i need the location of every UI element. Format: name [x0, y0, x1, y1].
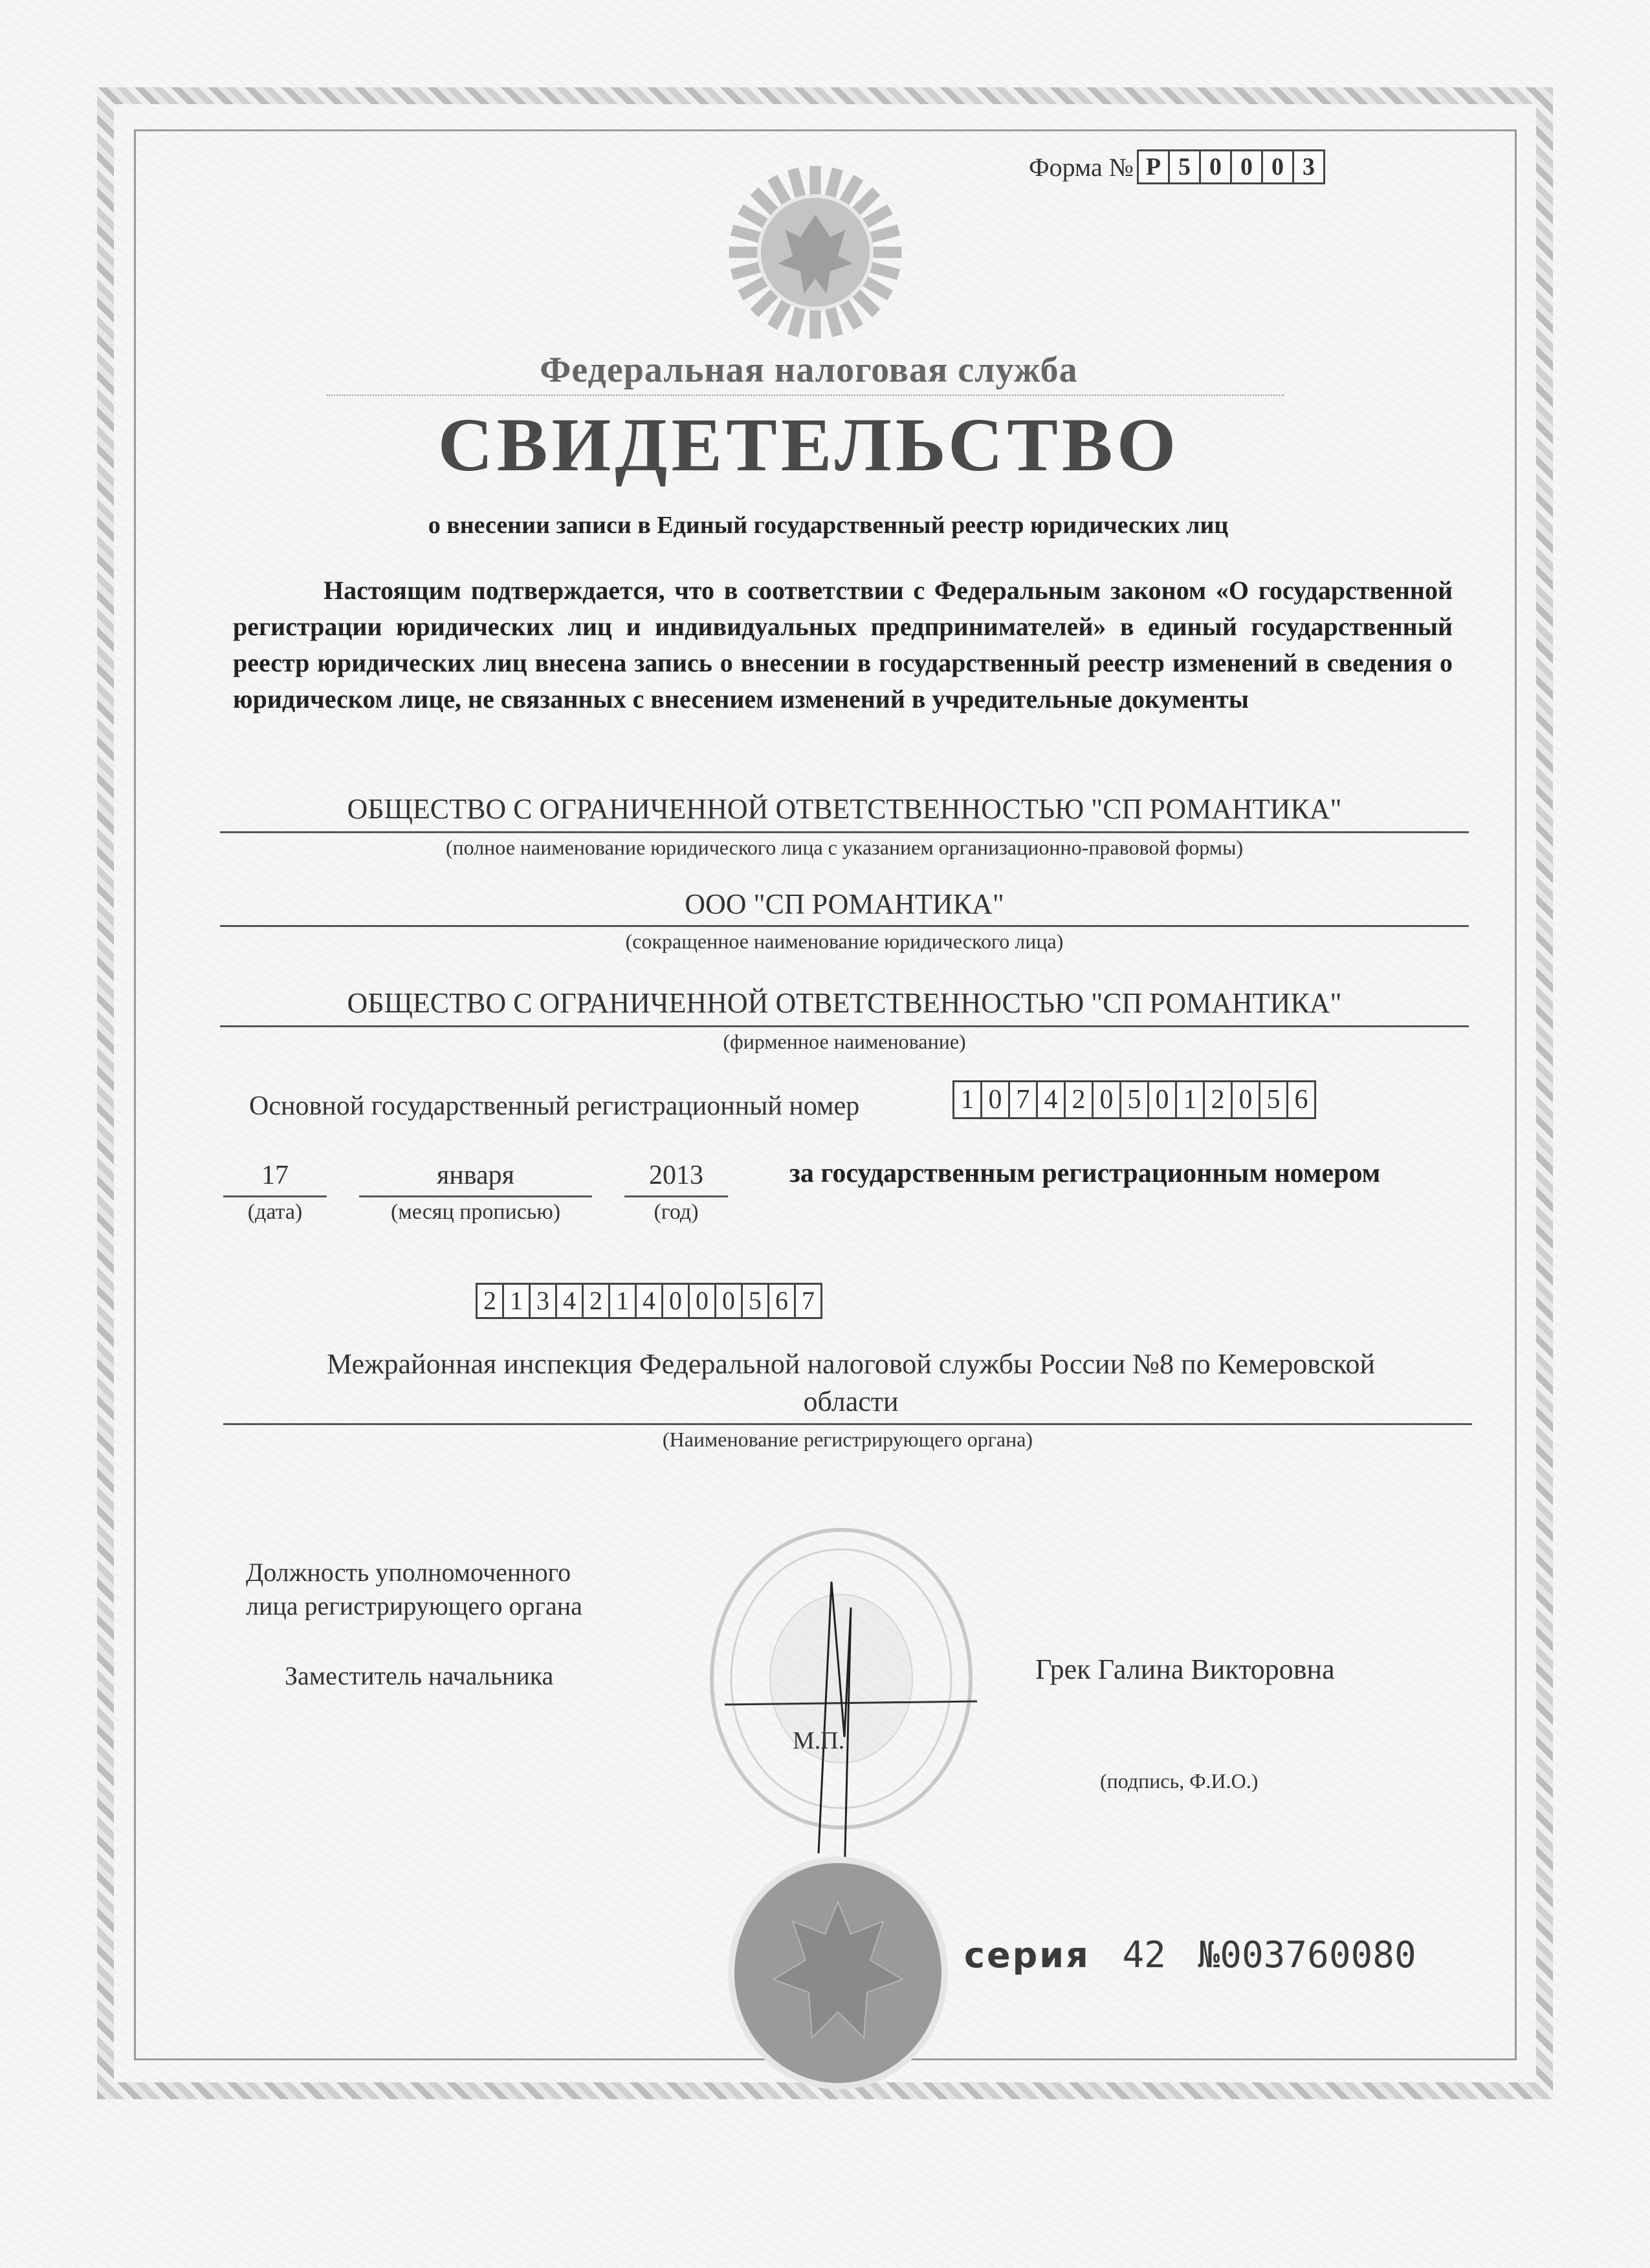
- ogrn-digit-cell: 2: [1203, 1080, 1233, 1119]
- grn-digit-cell: 2: [476, 1283, 504, 1319]
- form-number-label: Форма №: [1029, 153, 1134, 182]
- position-label: [246, 1556, 582, 1623]
- grn-phrase: за государственным регистрационным номером: [789, 1159, 1381, 1188]
- form-number-cell: 0: [1230, 149, 1263, 184]
- document-title: СВИДЕТЕЛЬСТВО: [437, 402, 1180, 487]
- firm-name-value: ОБЩЕСТВО С ОГРАНИЧЕННОЙ ОТВЕТСТВЕННОСТЬЮ "СП РОМАНТИКА": [347, 987, 1342, 1019]
- short-name-caption: (сокращенное наименование юридического лица): [625, 930, 1064, 953]
- agency-name: Федеральная налоговая служба: [540, 350, 1078, 390]
- grn-boxes: [478, 1283, 822, 1319]
- date-day: 17: [261, 1161, 289, 1190]
- ogrn-digit-cell: 0: [1147, 1080, 1177, 1119]
- form-number-cell: Р: [1137, 149, 1170, 184]
- grn-digit-cell: 4: [555, 1283, 584, 1319]
- grn-digit-cell: 1: [608, 1283, 637, 1319]
- grn-digit-cell: 2: [582, 1283, 610, 1319]
- grn-digit-cell: 6: [767, 1283, 796, 1319]
- ogrn-digit-cell: 0: [980, 1080, 1010, 1119]
- form-number-cell: 5: [1168, 149, 1201, 184]
- ogrn-digit-cell: 5: [1119, 1080, 1149, 1119]
- authority-line-2: области: [803, 1386, 899, 1417]
- ogrn-label: Основной государственный регистрационный номер: [249, 1091, 860, 1121]
- signatory-name: Грек Галина Викторовна: [1035, 1653, 1335, 1685]
- signatory-position: Заместитель начальника: [285, 1661, 554, 1690]
- form-number-cell: 0: [1261, 149, 1294, 184]
- position-label-line-1: Должность уполномоченного: [246, 1558, 571, 1587]
- position-label-line-2: лица регистрирующего органа: [246, 1591, 582, 1620]
- full-name-caption: (полное наименование юридического лица с указанием организационно-правовой формы): [445, 836, 1244, 859]
- authority-line: [223, 1423, 1472, 1425]
- coat-of-arms-emblem-icon: [721, 158, 909, 346]
- official-stamp-icon: [673, 1517, 1009, 1892]
- ogrn-digit-cell: 0: [1231, 1080, 1260, 1119]
- date-year-caption: (год): [654, 1200, 699, 1224]
- grn-digit-cell: 0: [714, 1283, 743, 1319]
- hologram-seal-icon: [721, 1850, 954, 2096]
- ogrn-digit-cell: 5: [1259, 1080, 1288, 1119]
- emblem-ray: [731, 261, 762, 280]
- emblem-ray: [872, 246, 901, 257]
- form-number-boxes: [1139, 149, 1325, 184]
- short-name-line: [220, 925, 1469, 927]
- ogrn-digit-cell: 6: [1286, 1080, 1316, 1119]
- emblem-ray: [731, 224, 762, 243]
- ogrn-digit-cell: 2: [1064, 1080, 1094, 1119]
- grn-digit-cell: 5: [741, 1283, 769, 1319]
- ogrn-digit-cell: 1: [952, 1080, 982, 1119]
- emblem-ray: [868, 224, 900, 243]
- form-number-cell: 0: [1199, 149, 1232, 184]
- ogrn-digit-cell: 4: [1036, 1080, 1066, 1119]
- date-month-caption: (месяц прописью): [390, 1200, 561, 1224]
- authority-caption: (Наименование регистрирующего органа): [662, 1428, 1033, 1451]
- emblem-ray: [787, 168, 806, 199]
- ogrn-digit-cell: 0: [1092, 1080, 1121, 1119]
- certification-paragraph: Настоящим подтверждается, что в соответствии с Федеральным законом «О государственной регистрации юридических лиц и индивидуальных предпринимателей» в единый государственный реестр юридических лиц внесена запись о внесении в государственный реестр изменений в сведения о юридическом лице, не связанных с внесением изменений в учредительные документы: [233, 576, 1453, 714]
- emblem-ray: [729, 246, 759, 257]
- grn-digit-cell: 0: [688, 1283, 716, 1319]
- full-name-line: [220, 831, 1469, 833]
- grn-digit-cell: 4: [635, 1283, 663, 1319]
- date-day-caption: (дата): [247, 1200, 303, 1224]
- serial-number: №003760080: [1198, 1934, 1416, 1976]
- firm-name-line: [220, 1025, 1469, 1027]
- ogrn-digit-cell: 7: [1008, 1080, 1038, 1119]
- emblem-ray: [809, 166, 820, 196]
- emblem-ray: [824, 305, 843, 337]
- form-number-cell: 3: [1292, 149, 1325, 184]
- signatory-caption: (подпись, Ф.И.О.): [1100, 1769, 1259, 1793]
- emblem-ray: [787, 305, 806, 337]
- series-label: серия: [964, 1935, 1090, 1976]
- emblem-ray: [868, 261, 900, 280]
- grn-digit-cell: 7: [794, 1283, 822, 1319]
- document-subtitle: о внесении записи в Единый государственный реестр юридических лиц: [428, 512, 1229, 539]
- date-year-line: [624, 1195, 728, 1197]
- emblem-ray: [824, 168, 843, 199]
- date-day-line: [223, 1195, 327, 1197]
- date-month-line: [359, 1195, 592, 1197]
- registering-authority: [246, 1346, 1456, 1421]
- stamp-place-label: М.П.: [793, 1727, 845, 1754]
- series-number: 42: [1122, 1934, 1166, 1976]
- emblem-ray: [809, 309, 820, 338]
- grn-digit-cell: 1: [502, 1283, 531, 1319]
- short-name-value: ООО "СП РОМАНТИКА": [685, 888, 1004, 920]
- authority-line-1: Межрайонная инспекция Федеральной налоговой службы России №8 по Кемеровской: [326, 1348, 1375, 1380]
- ogrn-digit-cell: 1: [1175, 1080, 1205, 1119]
- firm-name-caption: (фирменное наименование): [723, 1030, 966, 1053]
- date-year: 2013: [649, 1161, 703, 1190]
- full-name-value: ОБЩЕСТВО С ОГРАНИЧЕННОЙ ОТВЕТСТВЕННОСТЬЮ "СП РОМАНТИКА": [347, 793, 1342, 825]
- ogrn-boxes: [954, 1080, 1316, 1119]
- grn-digit-cell: 3: [529, 1283, 557, 1319]
- agency-divider: [327, 395, 1284, 396]
- date-month: января: [436, 1161, 515, 1190]
- grn-digit-cell: 0: [661, 1283, 690, 1319]
- blank-series: [964, 1934, 1416, 1976]
